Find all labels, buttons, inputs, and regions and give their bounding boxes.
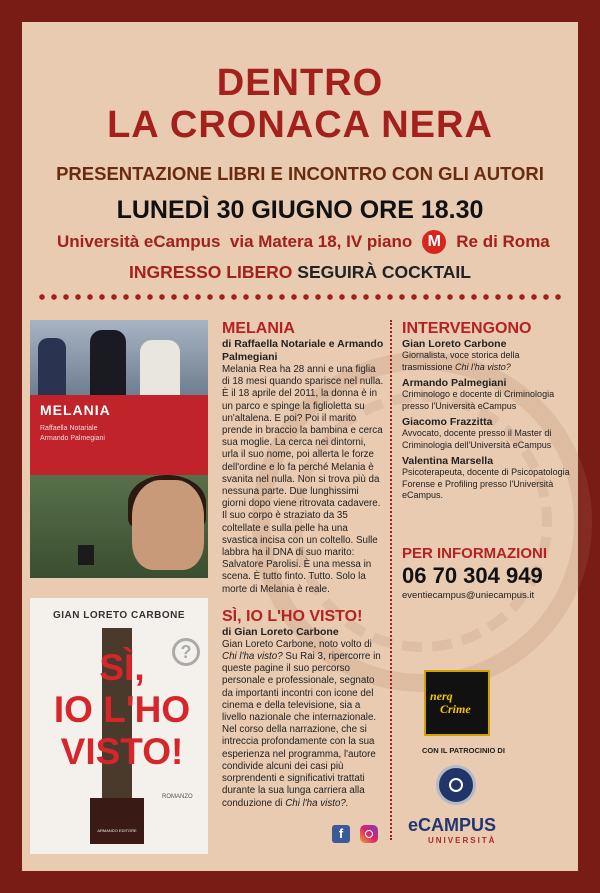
cover-title-line: VISTO!: [60, 731, 184, 772]
dotted-divider: [36, 293, 564, 301]
cover-figure: [140, 340, 180, 400]
book1-authors: di Raffaella Notariale e Armando Palmegiani: [222, 338, 384, 363]
column-divider: [390, 320, 392, 840]
title-line-2: LA CRONACA NERA: [107, 104, 493, 146]
question-mark-icon: ?: [172, 638, 200, 666]
event-date: LUNEDÌ 30 GIUGNO ORE 18.30: [116, 196, 484, 224]
cover-publisher: ARMANDO EDITORE: [90, 798, 144, 844]
entry-line: [0, 262, 600, 283]
speaker-item: [402, 416, 572, 451]
book2-text-part: Su Rai 3, ripercorre in queste pagine il suo percorso personale e professionale, segnato da importanti incontri con icone del cinema e della televisione, sia a livello nazionale che internazionale. Nel corso della narrazione, che si intreccia profondamente con la sua esperienza nel programma, l'autore condivide alcuni dei casi più sorprendenti e significativi trattati durante la sua lunga carriera alla conduzione di: [222, 651, 381, 809]
cover-figure: [38, 338, 66, 398]
nero-logo-line: nerq: [430, 689, 453, 703]
ecampus-universita: UNIVERSITÀ: [428, 836, 497, 845]
metro-stop: Re di Roma: [456, 232, 550, 251]
speakers-heading: INTERVENGONO: [402, 320, 532, 337]
cover-authors: [40, 424, 105, 444]
book-cover-si-io-lho-visto: [30, 598, 208, 854]
speaker-item: [402, 377, 572, 412]
speaker-name: Valentina Marsella: [402, 455, 494, 467]
metro-icon: M: [422, 230, 446, 254]
cover-genre: ROMANZO: [162, 794, 193, 800]
books-description-column: [222, 320, 384, 810]
entry-free: INGRESSO LIBERO: [129, 262, 293, 282]
speaker-role: Criminologo e docente di Criminologia presso l'Università eCampus: [402, 389, 555, 411]
cover-figure: [90, 330, 126, 400]
info-heading: PER INFORMAZIONI: [402, 545, 547, 562]
nero-logo-line: Crime: [440, 702, 471, 716]
book2-heading: SÌ, IO L'HO VISTO!: [222, 607, 363, 625]
book1-text: Melania Rea ha 28 anni e una figlia di 18 mesi quando sparisce nel nulla. È il 18 aprile del 2011, la donna è in un parco e spinge la figlioletta su un'altalena. E poi? Poi il marito prende in braccio la bambina e cerca sua moglie. La cerca nei dintorni, urla il suo nome, poi allerta le forze dell'ordine e lo fa perché Melania è svanita nel nulla. Non si trova più da nessuna parte. Due lunghissimi giorni dopo viene ritrovata cadavere. Il suo corpo è straziato da 35 coltellate e sulla pelle ha una svastica incisa con un coltello. Sulle labbra ha il DNA di suo marito: Salvatore Parolisi. È una messa in scena. È tutto finto. Tutto. Solo la morte di Melania è reale.: [222, 364, 384, 595]
venue-line: [57, 230, 550, 254]
entry-cocktail: SEGUIRÀ COCKTAIL: [297, 262, 471, 282]
book2-text-italic: Chi l'ha visto?.: [285, 797, 349, 809]
ecampus-logo: eCAMPUS: [408, 815, 497, 835]
book-cover-melania: [30, 320, 208, 578]
venue-address: Università eCampus via Matera 18, IV piano: [57, 232, 413, 251]
book2-author: di Gian Loreto Carbone: [222, 625, 339, 638]
instagram-icon[interactable]: [360, 825, 378, 843]
cover-title: MELANIA: [40, 402, 111, 418]
facebook-icon[interactable]: f: [332, 825, 350, 843]
ecampus-seal-icon: [436, 765, 476, 805]
book2-text-italic: Chi l'ha visto?: [222, 651, 283, 663]
speaker-name: Armando Palmegiani: [402, 377, 507, 389]
speaker-role: [402, 350, 572, 373]
cover-author: Raffaella Notariale: [40, 425, 98, 432]
book2-text: [222, 639, 384, 810]
info-phone[interactable]: 06 70 304 949: [402, 563, 543, 588]
book2-text-part: Gian Loreto Carbone, noto volto di: [222, 638, 372, 650]
speaker-role: Avvocato, docente presso il Master di Criminologia dell'Università eCampus: [402, 428, 552, 450]
patronage-label: CON IL PATROCINIO DI: [422, 746, 505, 755]
speaker-item: [402, 338, 572, 373]
info-email[interactable]: eventiecampus@uniecampus.it: [402, 590, 535, 601]
seal-inner: [449, 778, 463, 792]
nero-crime-logo: [424, 670, 490, 736]
speaker-role-italic: Chi l'ha visto?: [455, 361, 511, 372]
speakers-column: [402, 320, 572, 502]
cover-author: Armando Palmegiani: [40, 435, 105, 442]
book1-heading: MELANIA: [222, 320, 295, 337]
cover-title-line: IO L'HO: [53, 689, 191, 730]
title-line-1: DENTRO: [216, 62, 384, 104]
speaker-item: [402, 455, 572, 502]
speaker-role: Psicoterapeuta, docente di Psicopatologia Forense e Profiling presso l'Università eCampus.: [402, 467, 570, 500]
speaker-role-text: Giornalista, voce storica della trasmissione: [402, 350, 520, 372]
cover-portrait-face: [132, 480, 204, 570]
nero-crime-logo-text: [430, 690, 471, 716]
cover-author: GIAN LORETO CARBONE: [52, 610, 186, 621]
subtitle: PRESENTAZIONE LIBRI E INCONTRO CON GLI AUTORI: [56, 163, 544, 184]
publisher-logo-icon: [78, 545, 94, 565]
speaker-name: Gian Loreto Carbone: [402, 338, 507, 350]
cover-title-line: SÌ,: [99, 647, 145, 688]
speaker-name: Giacomo Frazzitta: [402, 416, 493, 428]
